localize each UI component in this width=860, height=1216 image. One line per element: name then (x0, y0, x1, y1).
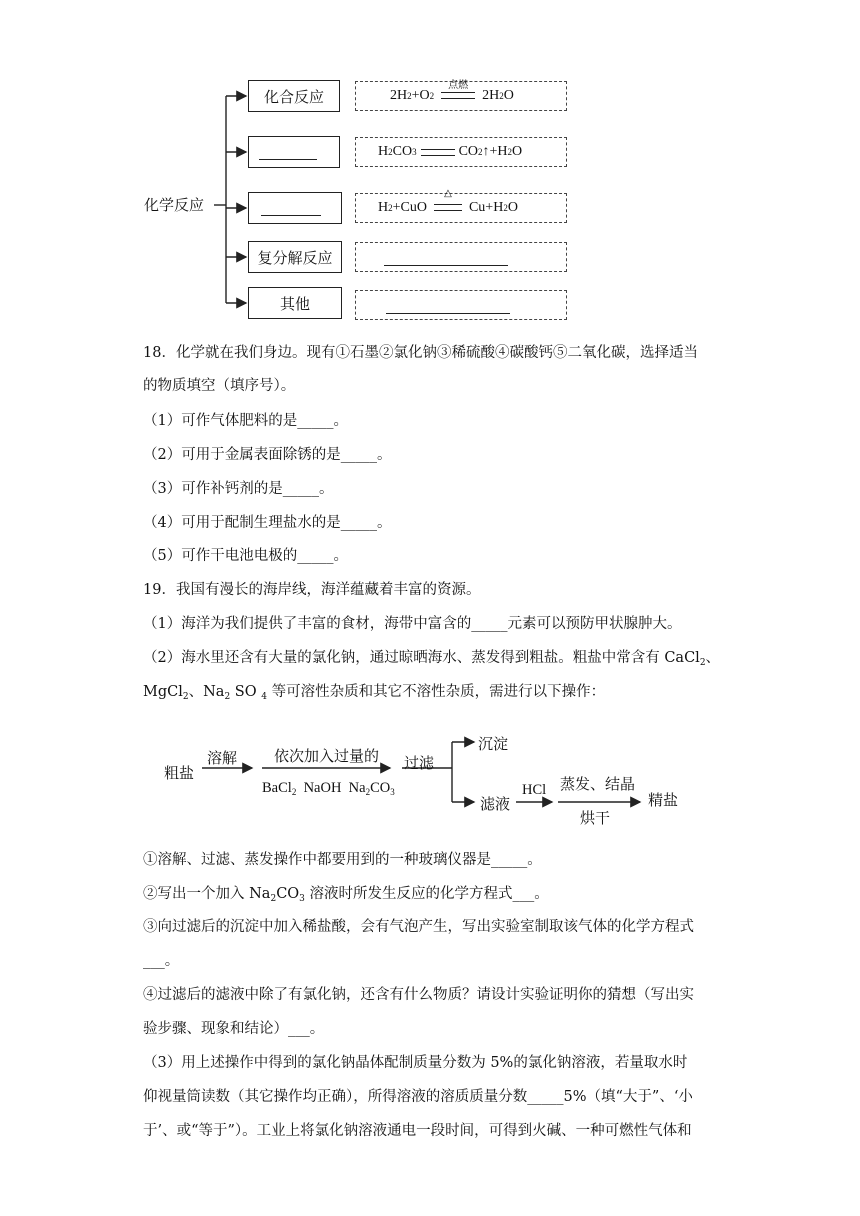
q18-item-1: （1）可作气体肥料的是_____。 (143, 413, 348, 429)
flow-arrows (0, 720, 860, 830)
q19-part3-line3: 于’、或“等于”）。工业上将氯化钠溶液通电一段时间，可得到火碱、一种可燃性气体和 (143, 1123, 692, 1139)
reaction-example-1: 2H 2 +O 2 点燃 2H 2 O (355, 81, 567, 111)
reaction-type-double-decomposition (248, 241, 342, 273)
equals-sign-icon (441, 92, 475, 99)
q18-item-5: （5）可作干电池电极的_____。 (143, 548, 348, 564)
q19-sub1: ①溶解、过滤、蒸发操作中都要用到的一种玻璃仪器是_____。 (143, 852, 542, 868)
flow-reagents: BaCl$_2$ NaOH $Na_2CO_3$ (262, 780, 395, 797)
answer-blank[interactable] (259, 159, 317, 160)
equals-sign-icon (434, 204, 462, 211)
q18-stem-line2: 的物质填空（填序号）。 (143, 378, 296, 394)
answer-blank[interactable] (261, 215, 321, 216)
q19-sub4-line1: ④过滤后的滤液中除了有氯化钠，还含有什么物质？请设计实验证明你的猜想（写出实 (143, 987, 694, 1003)
reaction-type-label: 其他 (279, 294, 310, 313)
reaction-type-combination (248, 80, 340, 112)
diagram-root-label: 化学反应 (144, 196, 205, 214)
flow-step-filter: 过滤 (404, 754, 435, 772)
flow-branch-filtrate: 滤液 (480, 795, 511, 813)
flow-branch-precipitate: 沉淀 (478, 735, 509, 753)
equals-sign-icon (421, 149, 455, 156)
q19-sub4-line2: 验步骤、现象和结论）___。 (143, 1021, 325, 1037)
q18-item-3: （3）可作补钙剂的是_____。 (143, 481, 334, 497)
q18-stem-line1: 18．化学就在我们身边。现有①石墨②氯化钠③稀硫酸④碳酸钙⑤二氧化碳，选择适当 (143, 345, 698, 361)
flow-end-refined-salt: 精盐 (648, 791, 679, 809)
q19-sub3-line1: ③向过滤后的沉淀中加入稀盐酸，会有气泡产生，写出实验室制取该气体的化学方程式 (143, 919, 694, 935)
q19-part2-line2: MgCl$_2$、$Na_2$ SO $_4$ 等可溶性杂质和其它不溶性杂质，需进行以下操作： (143, 684, 606, 702)
reaction-condition: 点燃 (437, 88, 479, 104)
flow-step-add-reagents: 依次加入过量的 (274, 747, 380, 765)
q18-item-2: （2）可用于金属表面除锈的是_____。 (143, 447, 392, 463)
reaction-example-5 (355, 290, 567, 320)
reaction-type-other (248, 287, 342, 319)
flow-step-hcl: HCl (522, 782, 547, 798)
q19-part2-line1: （2）海水里还含有大量的氯化钠，通过晾晒海水、蒸发得到粗盐。粗盐中常含有 CaCl$_2$、 (143, 650, 721, 668)
reaction-type-blank-displacement (248, 192, 342, 224)
reaction-condition: △ (430, 200, 466, 216)
q19-part1: （1）海洋为我们提供了丰富的食材，海带中富含的_____元素可以预防甲状腺肿大。 (143, 616, 682, 632)
q19-sub2: ②写出一个加入 $Na_2CO_3$ 溶液时所发生反应的化学方程式___。 (143, 886, 549, 904)
q19-part3-line2: 仰视量筒读数（其它操作均正确），所得溶液的溶质质量分数_____5%（填“大于”、‘小 (143, 1089, 693, 1105)
reaction-type-blank-decomposition (248, 136, 340, 168)
reaction-type-label: 化合反应 (263, 87, 324, 106)
reaction-example-4 (355, 242, 567, 272)
flow-step-dry: 烘干 (580, 809, 611, 827)
answer-blank[interactable] (386, 313, 510, 314)
flow-start-crude-salt: 粗盐 (164, 764, 195, 782)
answer-blank[interactable] (384, 265, 508, 266)
q19-sub3-line2: ___。 (143, 953, 180, 969)
q19-stem: 19．我国有漫长的海岸线，海洋蕴藏着丰富的资源。 (143, 582, 481, 598)
flow-step-dissolve: 溶解 (207, 749, 238, 767)
q18-item-4: （4）可用于配制生理盐水的是_____。 (143, 515, 392, 531)
reaction-example-2: H 2 CO 3 CO 2 ↑+H 2 O (355, 137, 567, 167)
q19-part3-line1: （3）用上述操作中得到的氯化钠晶体配制质量分数为 5%的氯化钠溶液，若量取水时 (143, 1055, 688, 1071)
reaction-example-3: H 2 +CuO △ Cu+H 2 O (355, 193, 567, 223)
flow-step-evaporate: 蒸发、结晶 (560, 775, 636, 793)
reaction-type-label: 复分解反应 (257, 248, 333, 267)
